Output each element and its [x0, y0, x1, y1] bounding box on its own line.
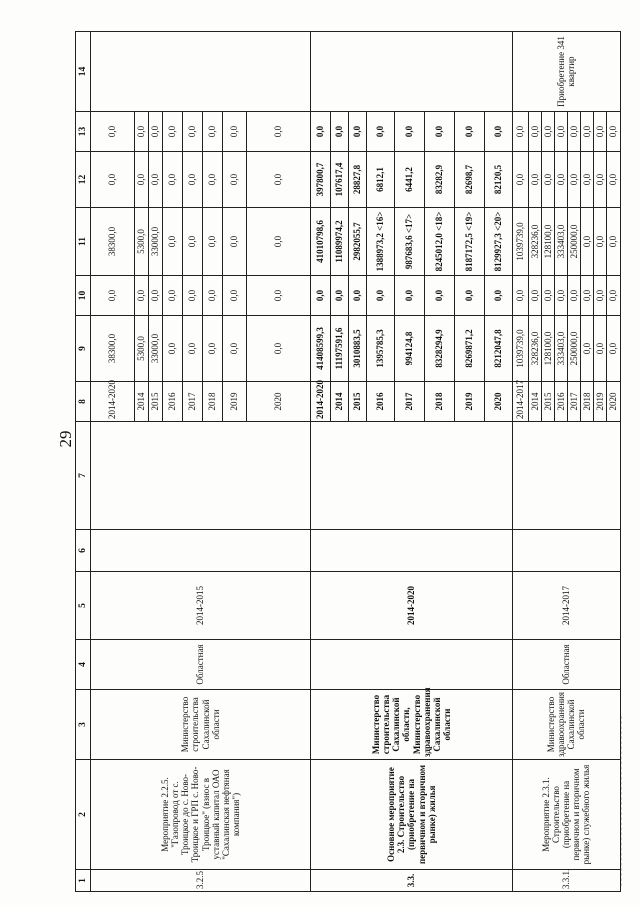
local-amount-cell: 0,0: [203, 152, 223, 208]
regional-amount-cell: 33000,0: [149, 208, 163, 276]
local-amount-cell: 83282,9: [425, 152, 455, 208]
section-number-cell: 3.3.1.: [513, 870, 621, 892]
other-amount-cell: 0,0: [331, 112, 349, 152]
federal-amount-cell: 0,0: [311, 276, 331, 316]
year-cell: 2017: [395, 382, 425, 422]
year-cell: 2019: [594, 382, 607, 422]
period-cell: 2014-2017: [513, 572, 621, 640]
total-amount-cell: 0,0: [183, 316, 203, 382]
year-cell: 2020: [607, 382, 620, 422]
section-name-cell: Мероприятие 2.3.1. Строительство (приобретение на первичном и вторичном рынке) служебного жилья: [513, 760, 621, 870]
column-number-4: 4: [76, 640, 91, 690]
total-amount-cell: 1039739,0: [513, 316, 529, 382]
regional-amount-cell: 0,0: [163, 208, 183, 276]
section-name-cell: Основное мероприятие 2.3. Строительство (приобретение на первичном и вторичном рынке) жилья: [311, 760, 513, 870]
column-number-8: 8: [76, 382, 91, 422]
period-cell: 2014-2015: [91, 572, 311, 640]
year-cell: 2017: [183, 382, 203, 422]
federal-amount-cell: 0,0: [367, 276, 395, 316]
year-cell: 2014: [529, 382, 542, 422]
total-amount-cell: 3010883,5: [349, 316, 367, 382]
federal-amount-cell: 0,0: [455, 276, 485, 316]
other-amount-cell: 0,0: [183, 112, 203, 152]
local-amount-cell: 107617,4: [331, 152, 349, 208]
total-amount-cell: 328236,0: [529, 316, 542, 382]
federal-amount-cell: 0,0: [542, 276, 555, 316]
regional-amount-cell: 0,0: [607, 208, 620, 276]
year-cell: 2014: [331, 382, 349, 422]
total-amount-cell: 38300,0: [91, 316, 135, 382]
table-row: [513, 32, 529, 892]
local-amount-cell: 0,0: [149, 152, 163, 208]
local-amount-cell: 0,0: [163, 152, 183, 208]
regional-amount-cell: 0,0: [223, 208, 247, 276]
regional-amount-cell: 2982055,7: [349, 208, 367, 276]
federal-amount-cell: 0,0: [183, 276, 203, 316]
total-amount-cell: 0,0: [203, 316, 223, 382]
federal-amount-cell: 0,0: [349, 276, 367, 316]
total-amount-cell: 0,0: [223, 316, 247, 382]
column-6-cell: [513, 530, 621, 572]
federal-amount-cell: 0,0: [163, 276, 183, 316]
other-amount-cell: 0,0: [485, 112, 513, 152]
column-6-cell: [91, 530, 311, 572]
total-amount-cell: 33000,0: [149, 316, 163, 382]
year-cell: 2018: [581, 382, 594, 422]
column-number-6: 6: [76, 530, 91, 572]
local-amount-cell: 0,0: [183, 152, 203, 208]
other-amount-cell: 0,0: [425, 112, 455, 152]
regional-amount-cell: 987683,6 <17>: [395, 208, 425, 276]
year-cell: 2014-2020: [91, 382, 135, 422]
year-cell: 2015: [349, 382, 367, 422]
federal-amount-cell: 0,0: [513, 276, 529, 316]
other-amount-cell: 0,0: [529, 112, 542, 152]
other-amount-cell: 0,0: [135, 112, 149, 152]
note-cell: Приобретение 341 квартир: [513, 32, 621, 112]
regional-amount-cell: 8129927,3 <20>: [485, 208, 513, 276]
regional-amount-cell: 1388973,2 <16>: [367, 208, 395, 276]
other-amount-cell: 0,0: [349, 112, 367, 152]
other-amount-cell: 0,0: [163, 112, 183, 152]
other-amount-cell: 0,0: [367, 112, 395, 152]
total-amount-cell: 0,0: [163, 316, 183, 382]
regional-amount-cell: 128100,0: [542, 208, 555, 276]
local-amount-cell: 0,0: [223, 152, 247, 208]
year-cell: 2014-2020: [311, 382, 331, 422]
regional-amount-cell: 5300,0: [135, 208, 149, 276]
federal-amount-cell: 0,0: [91, 276, 135, 316]
total-amount-cell: 0,0: [581, 316, 594, 382]
total-amount-cell: 333403,0: [555, 316, 568, 382]
regional-amount-cell: 8187172,5 <19>: [455, 208, 485, 276]
scan-edge-mark: [621, 716, 623, 886]
section-number-cell: 3.2.5: [91, 870, 311, 892]
local-amount-cell: 0,0: [581, 152, 594, 208]
federal-amount-cell: 0,0: [555, 276, 568, 316]
other-amount-cell: 0,0: [247, 112, 311, 152]
column-7-cell: [513, 422, 621, 530]
local-amount-cell: 6441,2: [395, 152, 425, 208]
column-6-cell: [311, 530, 513, 572]
note-cell: [91, 32, 311, 112]
total-amount-cell: 250000,0: [568, 316, 581, 382]
total-amount-cell: 0,0: [607, 316, 620, 382]
local-amount-cell: 82698,7: [455, 152, 485, 208]
column-number-7: 7: [76, 422, 91, 530]
year-cell: 2017: [568, 382, 581, 422]
year-cell: 2020: [485, 382, 513, 422]
column-number-5: 5: [76, 572, 91, 640]
regional-amount-cell: 1039739,0: [513, 208, 529, 276]
column-number-11: 11: [76, 208, 91, 276]
column-number-row: [76, 32, 91, 892]
federal-amount-cell: 0,0: [594, 276, 607, 316]
local-amount-cell: 0,0: [568, 152, 581, 208]
total-amount-cell: 5300,0: [135, 316, 149, 382]
federal-amount-cell: 0,0: [331, 276, 349, 316]
local-amount-cell: 0,0: [529, 152, 542, 208]
section-name-cell: Мероприятие 2.2.5. "Газопровод от с. Троицкое до с. Ново-Троицкое и ГРП с. Ново-Троицкое" (взнос в уставный капитал ОАО "Сахалинская нефтяная компания"): [91, 760, 311, 870]
year-cell: 2019: [223, 382, 247, 422]
federal-amount-cell: 0,0: [247, 276, 311, 316]
federal-amount-cell: 0,0: [425, 276, 455, 316]
column-number-13: 13: [76, 112, 91, 152]
regional-amount-cell: 0,0: [581, 208, 594, 276]
executor-cell: Министерство строительства Сахалинской области, Министерство здравоохранения Сахалинской области: [311, 690, 513, 760]
regional-amount-cell: 0,0: [247, 208, 311, 276]
local-amount-cell: 0,0: [607, 152, 620, 208]
column-number-14: 14: [76, 32, 91, 112]
page-number: 29: [56, 430, 75, 448]
regional-amount-cell: 38300,0: [91, 208, 135, 276]
budget-level-cell: Областная: [513, 640, 621, 690]
year-cell: 2018: [203, 382, 223, 422]
executor-cell: Министерство строительства Сахалинской области: [91, 690, 311, 760]
other-amount-cell: 0,0: [607, 112, 620, 152]
other-amount-cell: 0,0: [395, 112, 425, 152]
column-number-10: 10: [76, 276, 91, 316]
year-cell: 2015: [149, 382, 163, 422]
local-amount-cell: 0,0: [247, 152, 311, 208]
federal-amount-cell: 0,0: [529, 276, 542, 316]
year-cell: 2014: [135, 382, 149, 422]
other-amount-cell: 0,0: [91, 112, 135, 152]
other-amount-cell: 0,0: [311, 112, 331, 152]
column-number-1: 1: [76, 870, 91, 892]
regional-amount-cell: 0,0: [183, 208, 203, 276]
local-amount-cell: 0,0: [555, 152, 568, 208]
total-amount-cell: 8269871,2: [455, 316, 485, 382]
federal-amount-cell: 0,0: [581, 276, 594, 316]
table-row: [91, 32, 135, 892]
regional-amount-cell: 8245012,0 <18>: [425, 208, 455, 276]
total-amount-cell: 0,0: [247, 316, 311, 382]
budget-level-cell: Областная: [91, 640, 311, 690]
regional-amount-cell: 11089974,2: [331, 208, 349, 276]
other-amount-cell: 0,0: [581, 112, 594, 152]
table-row: [311, 32, 331, 892]
regional-amount-cell: 328236,0: [529, 208, 542, 276]
year-cell: 2015: [542, 382, 555, 422]
other-amount-cell: 0,0: [568, 112, 581, 152]
column-number-9: 9: [76, 316, 91, 382]
total-amount-cell: 0,0: [594, 316, 607, 382]
program-table: [75, 31, 621, 892]
total-amount-cell: 8212047,8: [485, 316, 513, 382]
regional-amount-cell: 333403,0: [555, 208, 568, 276]
other-amount-cell: 0,0: [203, 112, 223, 152]
column-number-3: 3: [76, 690, 91, 760]
year-cell: 2016: [367, 382, 395, 422]
regional-amount-cell: 250000,0: [568, 208, 581, 276]
period-cell: 2014-2020: [311, 572, 513, 640]
budget-level-cell: [311, 640, 513, 690]
year-cell: 2020: [247, 382, 311, 422]
local-amount-cell: 397800,7: [311, 152, 331, 208]
year-cell: 2018: [425, 382, 455, 422]
local-amount-cell: 28827,8: [349, 152, 367, 208]
total-amount-cell: 128100,0: [542, 316, 555, 382]
table-body: [76, 32, 621, 892]
federal-amount-cell: 0,0: [485, 276, 513, 316]
regional-amount-cell: 41010798,6: [311, 208, 331, 276]
other-amount-cell: 0,0: [513, 112, 529, 152]
total-amount-cell: 1395785,3: [367, 316, 395, 382]
year-cell: 2016: [555, 382, 568, 422]
federal-amount-cell: 0,0: [607, 276, 620, 316]
year-cell: 2019: [455, 382, 485, 422]
federal-amount-cell: 0,0: [223, 276, 247, 316]
local-amount-cell: 0,0: [135, 152, 149, 208]
other-amount-cell: 0,0: [149, 112, 163, 152]
total-amount-cell: 994124,8: [395, 316, 425, 382]
federal-amount-cell: 0,0: [568, 276, 581, 316]
regional-amount-cell: 0,0: [594, 208, 607, 276]
regional-amount-cell: 0,0: [203, 208, 223, 276]
other-amount-cell: 0,0: [223, 112, 247, 152]
local-amount-cell: 0,0: [542, 152, 555, 208]
local-amount-cell: 0,0: [513, 152, 529, 208]
local-amount-cell: 0,0: [91, 152, 135, 208]
federal-amount-cell: 0,0: [135, 276, 149, 316]
local-amount-cell: 6812,1: [367, 152, 395, 208]
other-amount-cell: 0,0: [455, 112, 485, 152]
column-number-2: 2: [76, 760, 91, 870]
total-amount-cell: 8328294,9: [425, 316, 455, 382]
other-amount-cell: 0,0: [555, 112, 568, 152]
other-amount-cell: 0,0: [594, 112, 607, 152]
rotated-table-area: [75, 32, 619, 892]
local-amount-cell: 0,0: [594, 152, 607, 208]
note-cell: [311, 32, 513, 112]
column-7-cell: [311, 422, 513, 530]
executor-cell: Министерство здравоохранения Сахалинской области: [513, 690, 621, 760]
other-amount-cell: 0,0: [542, 112, 555, 152]
column-number-12: 12: [76, 152, 91, 208]
total-amount-cell: 41408599,3: [311, 316, 331, 382]
federal-amount-cell: 0,0: [203, 276, 223, 316]
year-cell: 2016: [163, 382, 183, 422]
column-7-cell: [91, 422, 311, 530]
year-cell: 2014-2017: [513, 382, 529, 422]
section-number-cell: 3.3.: [311, 870, 513, 892]
federal-amount-cell: 0,0: [149, 276, 163, 316]
total-amount-cell: 11197591,6: [331, 316, 349, 382]
local-amount-cell: 82120,5: [485, 152, 513, 208]
federal-amount-cell: 0,0: [395, 276, 425, 316]
